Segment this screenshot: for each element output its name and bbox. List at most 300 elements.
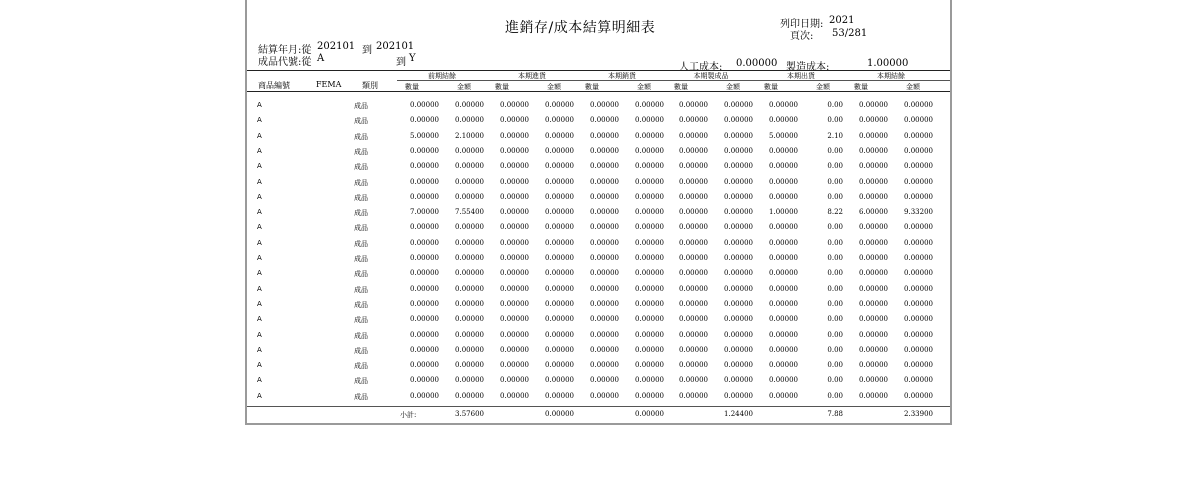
cell-product-code: A — [257, 208, 262, 217]
cell-value: 0.00000 — [500, 361, 529, 370]
cell-value: 0.00000 — [724, 376, 753, 385]
cell-value: 0.00000 — [859, 238, 888, 247]
cell-value: 0.00000 — [545, 223, 574, 232]
cell-value: 7.00000 — [410, 208, 439, 217]
cell-value: 0.00 — [827, 177, 843, 186]
group-header: 本期銷貨 — [608, 72, 636, 80]
cell-value: 0.00000 — [635, 146, 664, 155]
cell-value: 0.00000 — [410, 177, 439, 186]
cell-value: 0.00000 — [904, 330, 933, 339]
mfg-cost-label: 製造成本: — [786, 62, 830, 73]
cell-value: 0.00000 — [859, 254, 888, 262]
cell-value: 0.00000 — [904, 315, 933, 324]
cell-value: 0.00000 — [679, 376, 708, 385]
cell-category: 成品 — [354, 362, 368, 371]
cell-value: 6.00000 — [859, 208, 888, 217]
sub-header-amount: 金額 — [906, 83, 920, 91]
cell-category: 成品 — [354, 193, 368, 202]
cell-value: 0.00000 — [724, 162, 753, 171]
cell-value: 0.00000 — [545, 162, 574, 171]
group-header: 前期結餘 — [428, 72, 456, 80]
page-label: 頁次: — [790, 31, 814, 42]
cell-value: 0.00000 — [545, 101, 574, 109]
report-title: 進銷存/成本結算明細表 — [505, 20, 656, 36]
cell-value: 0.00000 — [410, 299, 439, 308]
cell-value: 0.00000 — [455, 146, 484, 155]
cell-value: 0.00000 — [904, 238, 933, 247]
cell-value: 0.00000 — [500, 177, 529, 186]
cell-product-code: A — [257, 299, 262, 308]
cell-category: 成品 — [354, 255, 368, 263]
cell-category: 成品 — [354, 270, 368, 279]
cell-value: 2.10 — [827, 131, 843, 140]
cell-category: 成品 — [354, 285, 368, 294]
product-label: 成品代號:從 — [258, 57, 312, 68]
cell-value: 0.00000 — [545, 131, 574, 140]
cell-product-code: A — [257, 162, 262, 171]
cell-value: 0.00000 — [679, 254, 708, 262]
cell-product-code: A — [257, 177, 262, 186]
cell-value: 0.00000 — [769, 116, 798, 125]
cell-value: 0.00000 — [859, 162, 888, 171]
cell-value: 0.00000 — [904, 254, 933, 262]
cell-value: 0.00000 — [410, 345, 439, 354]
cell-value: 0.00 — [827, 315, 843, 324]
cell-category: 成品 — [354, 392, 368, 401]
cell-value: 0.00 — [827, 330, 843, 339]
cell-product-code: A — [257, 269, 262, 278]
cell-category: 成品 — [354, 209, 368, 218]
page-number: 53/281 — [832, 28, 868, 39]
cell-category: 成品 — [354, 316, 368, 325]
sub-header-qty: 數量 — [674, 83, 688, 91]
cell-value: 0.00000 — [904, 284, 933, 293]
cell-value: 0.00000 — [724, 116, 753, 125]
cell-category: 成品 — [354, 300, 368, 309]
cell-value: 0.00000 — [769, 284, 798, 293]
cell-value: 0.00000 — [769, 299, 798, 308]
cell-product-code: A — [257, 116, 262, 125]
cell-value: 0.00000 — [590, 330, 619, 339]
cell-value: 0.00000 — [679, 299, 708, 308]
cell-value: 0.00000 — [500, 315, 529, 324]
product-to: Y — [409, 53, 416, 64]
cell-value: 0.00000 — [455, 284, 484, 293]
subtotal-amount: 3.57600 — [455, 410, 484, 418]
cell-value: 0.00000 — [635, 284, 664, 293]
cell-value: 0.00000 — [724, 269, 753, 278]
cell-value: 0.00000 — [679, 116, 708, 125]
cell-value: 0.00000 — [769, 391, 798, 400]
cell-product-code: A — [257, 238, 262, 247]
cell-value: 0.00000 — [769, 192, 798, 201]
cell-value: 0.00000 — [724, 391, 753, 400]
cell-value: 0.00 — [827, 269, 843, 278]
cell-value: 0.00000 — [455, 177, 484, 186]
cell-category: 成品 — [354, 331, 368, 340]
cell-value: 0.00000 — [590, 254, 619, 262]
cell-value: 0.00000 — [590, 192, 619, 201]
sub-header-amount: 金額 — [547, 83, 561, 91]
cell-value: 0.00000 — [679, 101, 708, 109]
cell-value: 0.00000 — [859, 101, 888, 109]
cell-value: 0.00000 — [545, 315, 574, 324]
cell-value: 0.00 — [827, 116, 843, 125]
cell-product-code: A — [257, 223, 262, 232]
cell-value: 0.00000 — [679, 238, 708, 247]
cell-value: 0.00000 — [679, 361, 708, 370]
cell-value: 0.00000 — [590, 208, 619, 217]
col-fema: FEMA — [316, 80, 342, 89]
cell-category: 成品 — [354, 132, 368, 141]
cell-value: 0.00000 — [455, 238, 484, 247]
subtotal-amount: 2.33900 — [904, 410, 933, 418]
cell-value: 0.00000 — [904, 116, 933, 125]
cell-value: 0.00000 — [769, 330, 798, 339]
cell-product-code: A — [257, 254, 262, 262]
cell-value: 0.00000 — [500, 116, 529, 125]
cell-value: 0.00 — [827, 345, 843, 354]
cell-value: 0.00000 — [904, 162, 933, 171]
cell-value: 0.00000 — [724, 315, 753, 324]
cell-category: 成品 — [354, 178, 368, 187]
sub-header-qty: 數量 — [585, 83, 599, 91]
cell-value: 0.00000 — [635, 208, 664, 217]
cell-value: 0.00000 — [410, 284, 439, 293]
cell-value: 0.00000 — [590, 391, 619, 400]
cell-value: 0.00000 — [635, 116, 664, 125]
cell-value: 0.00000 — [500, 269, 529, 278]
print-date: 2021 — [829, 15, 855, 26]
sub-header-amount: 金額 — [457, 83, 471, 91]
cell-value: 0.00000 — [859, 345, 888, 354]
cell-value: 0.00000 — [455, 330, 484, 339]
cell-value: 0.00000 — [724, 330, 753, 339]
subtotal-label: 小計: — [400, 411, 417, 419]
cell-value: 0.00000 — [500, 146, 529, 155]
cell-value: 0.00000 — [410, 330, 439, 339]
cell-value: 0.00000 — [590, 238, 619, 247]
cell-value: 0.00000 — [545, 269, 574, 278]
cell-category: 成品 — [354, 377, 368, 386]
cell-value: 0.00000 — [769, 146, 798, 155]
cell-value: 0.00000 — [590, 345, 619, 354]
cell-value: 0.00000 — [724, 361, 753, 370]
sub-header-amount: 金額 — [726, 83, 740, 91]
cell-value: 0.00000 — [859, 299, 888, 308]
cell-value: 0.00000 — [635, 361, 664, 370]
cell-product-code: A — [257, 315, 262, 324]
cell-value: 0.00000 — [769, 361, 798, 370]
cell-value: 0.00000 — [679, 330, 708, 339]
cell-value: 7.55400 — [455, 208, 484, 217]
cell-value: 0.00000 — [590, 101, 619, 109]
cell-value: 0.00 — [827, 376, 843, 385]
cell-value: 0.00000 — [904, 345, 933, 354]
cell-value: 0.00000 — [859, 116, 888, 125]
cell-value: 0.00000 — [904, 177, 933, 186]
cell-value: 0.00000 — [769, 269, 798, 278]
cell-value: 0.00000 — [635, 269, 664, 278]
cell-value: 0.00000 — [410, 269, 439, 278]
cell-value: 0.00000 — [545, 345, 574, 354]
cell-value: 0.00000 — [410, 376, 439, 385]
cell-value: 0.00000 — [500, 284, 529, 293]
cell-value: 0.00000 — [859, 361, 888, 370]
cell-value: 0.00000 — [635, 101, 664, 109]
cell-value: 0.00000 — [724, 192, 753, 201]
cell-value: 0.00000 — [769, 254, 798, 262]
cell-value: 0.00000 — [455, 162, 484, 171]
cell-product-code: A — [257, 284, 262, 293]
cell-value: 0.00000 — [859, 330, 888, 339]
cell-value: 0.00000 — [500, 162, 529, 171]
cell-value: 0.00000 — [724, 131, 753, 140]
cell-value: 0.00000 — [635, 131, 664, 140]
cell-value: 0.00000 — [904, 223, 933, 232]
cell-value: 0.00000 — [410, 223, 439, 232]
cell-value: 0.00000 — [859, 131, 888, 140]
cell-value: 0.00000 — [410, 116, 439, 125]
cell-product-code: A — [257, 101, 262, 109]
cell-value: 0.00000 — [590, 177, 619, 186]
cell-value: 0.00000 — [904, 146, 933, 155]
cell-value: 0.00000 — [590, 299, 619, 308]
cell-value: 0.00000 — [635, 162, 664, 171]
cell-value: 0.00000 — [859, 284, 888, 293]
cell-value: 0.00000 — [769, 376, 798, 385]
cell-value: 0.00000 — [455, 223, 484, 232]
cell-product-code: A — [257, 131, 262, 140]
cell-value: 0.00000 — [635, 315, 664, 324]
cell-value: 1.00000 — [769, 208, 798, 217]
cell-value: 0.00000 — [500, 101, 529, 109]
col-product-code: 商品編號 — [258, 81, 290, 90]
cell-value: 0.00000 — [724, 345, 753, 354]
cell-value: 0.00000 — [859, 315, 888, 324]
cell-value: 0.00000 — [859, 146, 888, 155]
cell-value: 0.00000 — [500, 254, 529, 262]
cell-category: 成品 — [354, 117, 368, 126]
sub-header-amount: 金額 — [637, 83, 651, 91]
product-to-label: 到 — [396, 57, 406, 68]
cell-value: 0.00000 — [590, 146, 619, 155]
cell-value: 0.00000 — [679, 284, 708, 293]
cell-value: 0.00000 — [500, 330, 529, 339]
period-from: 202101 — [317, 41, 356, 52]
cell-value: 0.00000 — [590, 269, 619, 278]
cell-value: 0.00000 — [410, 146, 439, 155]
cell-value: 0.00000 — [455, 254, 484, 262]
cell-value: 0.00000 — [635, 192, 664, 201]
sub-header-amount: 金額 — [816, 83, 830, 91]
subtotal-amount: 0.00000 — [545, 410, 574, 418]
cell-value: 0.00000 — [635, 238, 664, 247]
cell-value: 0.00000 — [500, 376, 529, 385]
cell-value: 0.00000 — [679, 208, 708, 217]
cell-category: 成品 — [354, 224, 368, 233]
cell-value: 0.00000 — [904, 299, 933, 308]
cell-value: 0.00000 — [545, 361, 574, 370]
cell-value: 0.00000 — [635, 254, 664, 262]
cell-value: 0.00000 — [500, 238, 529, 247]
cell-value: 0.00000 — [545, 284, 574, 293]
cell-product-code: A — [257, 345, 262, 354]
cell-value: 0.00000 — [545, 254, 574, 262]
cell-value: 0.00000 — [545, 116, 574, 125]
cell-value: 0.00 — [827, 146, 843, 155]
cell-value: 0.00000 — [859, 223, 888, 232]
cell-value: 0.00000 — [410, 238, 439, 247]
cell-value: 0.00000 — [635, 299, 664, 308]
cell-value: 0.00000 — [679, 177, 708, 186]
cell-category: 成品 — [354, 147, 368, 156]
cell-value: 0.00000 — [769, 315, 798, 324]
cell-value: 5.00000 — [410, 131, 439, 140]
cell-value: 0.00000 — [679, 269, 708, 278]
cell-value: 0.00000 — [590, 315, 619, 324]
cell-value: 0.00000 — [410, 192, 439, 201]
cell-category: 成品 — [354, 102, 368, 110]
cell-value: 0.00000 — [590, 116, 619, 125]
cell-product-code: A — [257, 376, 262, 385]
cell-value: 0.00000 — [410, 391, 439, 400]
cell-value: 0.00000 — [500, 391, 529, 400]
cell-value: 0.00000 — [500, 345, 529, 354]
cell-value: 0.00000 — [500, 131, 529, 140]
cell-value: 0.00000 — [410, 162, 439, 171]
cell-value: 0.00000 — [545, 299, 574, 308]
cell-value: 0.00000 — [545, 192, 574, 201]
cell-product-code: A — [257, 361, 262, 370]
cell-value: 0.00000 — [545, 330, 574, 339]
cell-value: 0.00000 — [455, 391, 484, 400]
cell-value: 0.00000 — [455, 192, 484, 201]
group-header: 本期結餘 — [877, 72, 905, 80]
cell-value: 0.00000 — [500, 223, 529, 232]
cell-value: 0.00000 — [545, 238, 574, 247]
cell-value: 0.00000 — [455, 361, 484, 370]
cell-value: 0.00000 — [724, 238, 753, 247]
cell-value: 0.00000 — [455, 345, 484, 354]
cell-value: 0.00000 — [455, 376, 484, 385]
cell-value: 0.00000 — [545, 376, 574, 385]
cell-value: 0.00000 — [724, 299, 753, 308]
cell-value: 0.00000 — [769, 345, 798, 354]
cell-value: 0.00000 — [500, 192, 529, 201]
cell-product-code: A — [257, 391, 262, 400]
cell-value: 0.00000 — [769, 177, 798, 186]
cell-value: 0.00 — [827, 284, 843, 293]
cell-category: 成品 — [354, 239, 368, 248]
cell-value: 0.00000 — [590, 131, 619, 140]
cell-value: 0.00000 — [500, 299, 529, 308]
cell-product-code: A — [257, 330, 262, 339]
cell-value: 0.00000 — [410, 361, 439, 370]
cell-value: 0.00000 — [545, 177, 574, 186]
cell-value: 0.00000 — [679, 315, 708, 324]
cell-value: 0.00000 — [724, 146, 753, 155]
cell-value: 0.00000 — [904, 101, 933, 109]
cell-value: 0.00000 — [545, 146, 574, 155]
cell-value: 0.00000 — [769, 101, 798, 109]
cell-value: 0.00000 — [635, 223, 664, 232]
cell-value: 8.22 — [827, 208, 843, 217]
cell-value: 0.00000 — [590, 162, 619, 171]
cell-value: 0.00000 — [590, 376, 619, 385]
cell-value: 0.00 — [827, 101, 843, 109]
subtotal-amount: 1.24400 — [724, 410, 753, 418]
cell-category: 成品 — [354, 346, 368, 355]
cell-value: 0.00000 — [769, 223, 798, 232]
cell-value: 0.00000 — [904, 192, 933, 201]
cell-value: 0.00000 — [859, 177, 888, 186]
cell-value: 0.00000 — [724, 208, 753, 217]
sub-header-qty: 數量 — [405, 83, 419, 91]
cell-value: 0.00000 — [500, 208, 529, 217]
period-to-label: 到 — [362, 45, 372, 56]
cell-value: 0.00000 — [724, 101, 753, 109]
sub-header-qty: 數量 — [495, 83, 509, 91]
cell-value: 0.00 — [827, 238, 843, 247]
print-date-label: 列印日期: — [780, 19, 824, 30]
cell-value: 0.00000 — [635, 177, 664, 186]
cell-value: 0.00000 — [859, 391, 888, 400]
group-header: 本期製成品 — [693, 72, 729, 80]
cell-value: 0.00000 — [455, 101, 484, 109]
subtotal-amount: 0.00000 — [635, 410, 664, 418]
cell-value: 0.00 — [827, 391, 843, 400]
group-header: 本期進貨 — [518, 72, 546, 80]
cell-value: 0.00000 — [410, 315, 439, 324]
cell-value: 0.00000 — [904, 131, 933, 140]
cell-value: 0.00000 — [679, 223, 708, 232]
cell-value: 0.00 — [827, 192, 843, 201]
cell-value: 0.00000 — [455, 315, 484, 324]
cell-value: 0.00000 — [410, 101, 439, 109]
cell-category: 成品 — [354, 163, 368, 172]
labor-cost-label: 人工成本: — [679, 62, 723, 73]
cell-value: 0.00000 — [724, 177, 753, 186]
cell-value: 0.00000 — [904, 391, 933, 400]
cell-value: 0.00000 — [635, 391, 664, 400]
cell-value: 5.00000 — [769, 131, 798, 140]
period-to: 202101 — [376, 41, 415, 52]
cell-value: 0.00 — [827, 223, 843, 232]
cell-value: 0.00000 — [545, 391, 574, 400]
cell-value: 0.00000 — [769, 238, 798, 247]
cell-product-code: A — [257, 146, 262, 155]
cell-value: 0.00000 — [635, 345, 664, 354]
cell-value: 0.00000 — [679, 345, 708, 354]
cell-value: 0.00000 — [904, 376, 933, 385]
cell-value: 0.00000 — [904, 269, 933, 278]
period-label: 結算年月:從 — [258, 45, 312, 56]
cell-value: 0.00000 — [859, 192, 888, 201]
cell-value: 0.00000 — [724, 223, 753, 232]
labor-cost-value: 0.00000 — [736, 58, 778, 69]
cell-value: 0.00000 — [724, 284, 753, 293]
cell-value: 0.00000 — [455, 269, 484, 278]
cell-product-code: A — [257, 192, 262, 201]
cell-value: 0.00000 — [724, 254, 753, 262]
cell-value: 0.00 — [827, 162, 843, 171]
cell-value: 0.00000 — [904, 361, 933, 370]
cell-value: 0.00000 — [635, 330, 664, 339]
cell-value: 0.00000 — [679, 391, 708, 400]
cell-value: 0.00000 — [769, 162, 798, 171]
cell-value: 0.00000 — [679, 131, 708, 140]
